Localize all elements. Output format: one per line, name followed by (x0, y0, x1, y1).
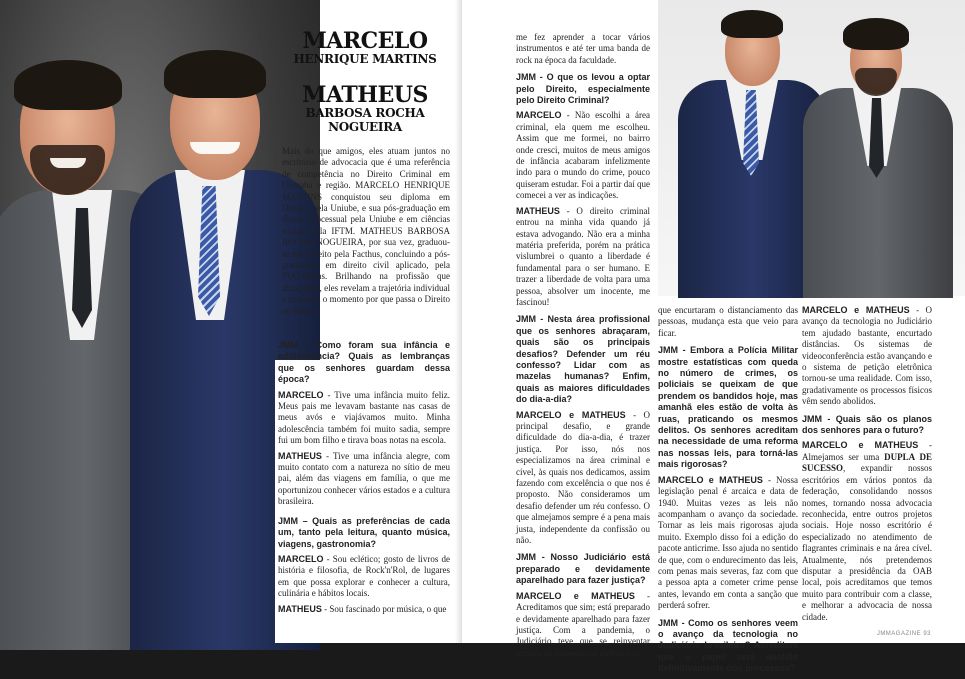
question-3: JMM - O que os levou a optar pelo Direito, especialmente pelo Direito Criminal? (516, 72, 650, 106)
speaker-label: MARCELO e MATHEUS (802, 305, 910, 315)
column-1-intro (282, 146, 450, 321)
portrait-photo-left (0, 0, 320, 643)
title-marcelo: MARCELO (302, 28, 428, 54)
title-matheus-surname: BARBOSA ROCHA NOGUEIRA (305, 106, 425, 134)
page-footer: JMMAGAZINE 93 (876, 631, 931, 637)
speaker-label: MARCELO e MATHEUS (516, 590, 635, 601)
answer-text: - Tive uma infância muito feliz. Meus pais me levavam bastante nas casas de meus avós e viajávamos muito. Minha adolescência também foi muito sadia, sempre fui um bom filho e tirava boas notas na escola. (278, 389, 450, 446)
answer-text: - Acreditamos que sim; está preparado e devidamente aparelhado para fazer justiça. Com a pandemia, o Judiciário teve que se reinventar através de dispositivos eletrônicos (516, 590, 651, 658)
column-1-qa (278, 340, 450, 619)
person-marcelo-standing (803, 18, 953, 298)
column-4 (658, 305, 798, 679)
answer-continued: que encurtaram o distanciamento das pessoas, mudança esta que veio para ficar. (658, 305, 798, 338)
question-5: JMM - Nosso Judiciário está preparado e devidamente aparelhado para fazer justiça? (516, 552, 650, 586)
answer-text: - Nossa legislação penal é arcaica e data de 1940. Muitas vezes as leis não acompanham o avanço da sociedade. Tornar as leis mais rigorosas ajuda muito. Exemplo disso foi a edição do pacote anticrime. Isso ajuda no sentido de que, com o endurecimento das leis, com penas mais severas, faz com que a pessoa apta a cometer crime pense antes, levando em conta a sanção que perderá sofrer. (658, 474, 798, 611)
answer-continued: me fez aprender a tocar vários instrumentos e até ter uma banda de rock na época da faculdade. (516, 32, 650, 65)
title-block (280, 30, 450, 134)
question-7: JMM - Como os senhores veem o avanço da tecnologia no Judiciário brasileiro? Acreditam que o papel será abolido definitivamente dos processos? (658, 617, 798, 674)
left-page (0, 0, 462, 643)
speaker-label: MATHEUS (516, 205, 560, 216)
right-page (462, 0, 965, 674)
question-4: JMM - Nesta área profissional que os senhores abraçaram, quais são os principais desafios? Defender um réu confesso? Lidar com as mazelas humanas? Enfim, quais as maiores dificuldades do dia-a-dia? (516, 314, 650, 405)
speaker-label: MARCELO (516, 110, 562, 121)
speaker-label: MATHEUS (278, 450, 322, 461)
speaker-label: MARCELO e MATHEUS (658, 474, 763, 485)
answer-text: - Sou fascinado por música, o que (321, 603, 447, 614)
speaker-label: MARCELO (278, 553, 324, 564)
intro-paragraph: Mais do que amigos, eles atuam juntos no escritório de advocacia que é uma referência de competência no Direito Criminal em Uberaba e região. MARCELO HENRIQUE MARTINS conquistou seu diploma em Direito, pela Uniube, e sua pós-graduação em direito processual pela Uniube e em ciências sociais pela IFTM. MATHEUS BARBOSA ROCHA NOGUEIRA, por sua vez, graduou-se em Direito pela Facthus, concluindo a pós-graduação em direito civil aplicado, pela PUC-Minas. Brilhando na profissão que abraçaram, eles revelam a trajetória individual e analisam o momento por que passa o Direito no Brasil. (282, 146, 450, 316)
answer-text: - Não escolhi a área criminal, ela quem me escolheu. Assim que me formei, no bairro onde cresci, muitos de meus amigos de infância acabaram infelizmente indo para o mundo do crime, pouco quiseram estudar. Foi a partir daí que comecei a ver as indicações. (516, 110, 650, 201)
portrait-photo-right (658, 0, 965, 296)
speaker-label: MATHEUS (278, 603, 322, 614)
answer-text: - O avanço da tecnologia no Judiciário tem ajudado bastante, encurtado distâncias. Os sistemas de videoconferência estão avançando e o sistema de petição eletrônica tornou-se uma realidade. Com isso, gradativamente os processos físicos vêm sendo abolidos. (802, 305, 932, 407)
highlight-text: DUPLA DE SUCESSO (802, 451, 932, 474)
answer-text: - O direito criminal entrou na minha vida quando já estava advogando. Não era a minha matéria preferida, porém na prática vislumbrei o quanto a liberdade é fundamental para o ser humano. E trazer a liberdade de volta para uma pessoa, absolver um inocente, me fascinou! (516, 205, 650, 307)
speaker-label: MARCELO e MATHEUS (802, 440, 919, 451)
question-8: JMM - Quais são os planos dos senhores para o futuro? (802, 413, 932, 436)
answer-text: - O principal desafio, e grande dificuldade do dia-a-dia, é trazer justiça. Por isso, nós nos especializamos na área criminal e cível, às quais nos dedicamos, assim fazendo com excelência o que nos é proposto. Não consideramos um desafio defender um réu confesso. O que almejamos sempre é a pena mais justa, independente da confissão ou não. (516, 409, 650, 546)
speaker-label: MARCELO e MATHEUS (516, 409, 626, 420)
question-6: JMM - Embora a Polícia Militar mostre estatísticas com queda no número de crimes, os policiais se queixam de que prendem os bandidos hoje, mas amanhã eles estão de volta às ruas, praticando os mesmos delitos. Os senhores acreditam na necessidade de uma reforma nas nossas leis, para torná-las mais rigorosas? (658, 345, 798, 470)
speaker-label: MARCELO (278, 389, 324, 400)
answer-text: - Sou eclético; gosto de livros de história e filosofia, de Rock'n'Rol, de lugares em que possa explorar e conhecer a cultura, culinária e hábitos locais. (278, 553, 450, 599)
answer-text: - Tive uma infância alegre, com muito contato com a natureza no sítio de meu pai, além das viagens em família, o que me oportunizou conhecer vários estados e a cultura brasileira. (278, 450, 450, 507)
question-1: JMM - Como foram sua infância e adolescência? Quais as lembranças que os senhores guardam dessa época? (278, 340, 450, 385)
column-3 (516, 32, 650, 663)
answer-text: , expandir nossos escritórios em vários pontos da federação, consolidando nossos nomes, tornando nossa advocacia reconhecida, entre outros projetos sociais. Hoje nosso escritório é especializado no atendimento de flagrantes criminais e na área cível. Atualmente, nós pretendemos disputar a presidência da OAB local, pois acreditamos que temos muito para contribuir com a classe, e melhorar a advocacia de nossa cidade. (802, 463, 932, 622)
column-5 (802, 305, 932, 627)
title-marcelo-surname: HENRIQUE MARTINS (293, 52, 437, 66)
question-2: JMM – Quais as preferências de cada um, tanto pela leitura, quanto música, viagens, gastronomia? (278, 515, 450, 549)
answer-text: - Almejamos ser uma (802, 440, 932, 462)
title-matheus: MATHEUS (302, 82, 428, 108)
